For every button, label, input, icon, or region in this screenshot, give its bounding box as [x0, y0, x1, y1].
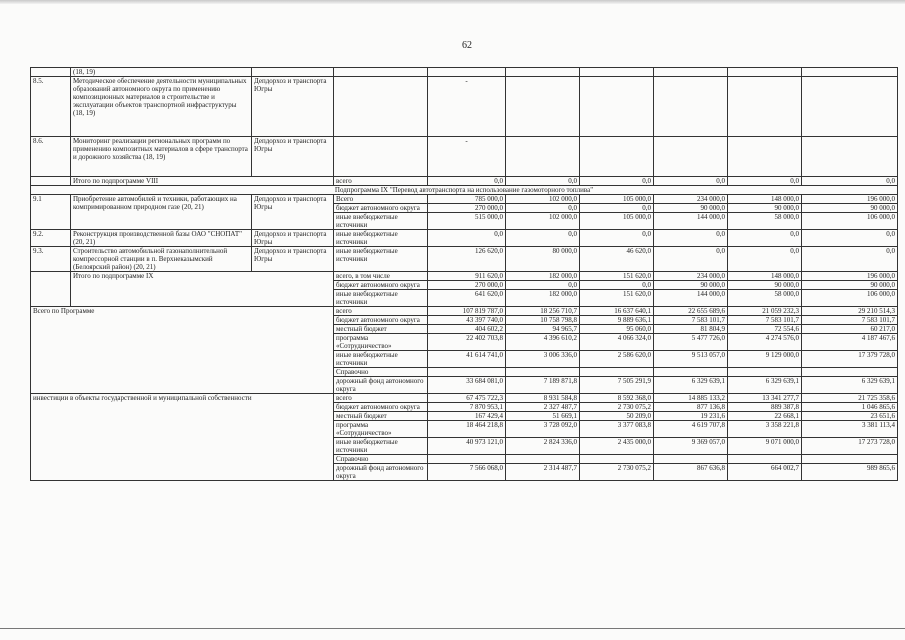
row-number-cell: 9.3.	[31, 247, 71, 272]
value-cell-4	[654, 77, 728, 137]
value-cell-2: 51 669,1	[506, 412, 580, 421]
value-cell-4: 5 477 726,0	[654, 334, 728, 351]
value-cell-3: 105 000,0	[580, 195, 654, 204]
value-cell-1: 18 464 218,8	[428, 421, 506, 438]
table-row	[31, 77, 898, 137]
value-cell-5	[728, 368, 802, 377]
funding-source-cell: бюджет автономного округа	[334, 281, 428, 290]
value-cell-6	[802, 77, 898, 137]
value-cell-6: 0,0	[802, 247, 898, 272]
value-cell-6: 6 329 639,1	[802, 377, 898, 394]
funding-source-cell: Справочно	[334, 368, 428, 377]
funding-source-cell: местный бюджет	[334, 325, 428, 334]
value-cell-5: 9 129 000,0	[728, 351, 802, 368]
funding-source-cell: программа «Сотрудничество»	[334, 334, 428, 351]
total-label-cell: Итого по подпрограмме IX	[71, 272, 334, 307]
value-cell-2: 102 000,0	[506, 213, 580, 230]
value-cell-6: 29 210 514,3	[802, 307, 898, 316]
executor-cell: Депдорхоз и транспорта Югры	[252, 137, 334, 177]
value-cell-1: 107 819 787,0	[428, 307, 506, 316]
value-cell-4: 90 000,0	[654, 281, 728, 290]
value-cell-2: 2 824 336,0	[506, 438, 580, 455]
row-number-cell: 8.5.	[31, 77, 71, 137]
value-cell-4: 7 583 101,7	[654, 316, 728, 325]
value-cell-1: 126 620,0	[428, 247, 506, 272]
funding-source-cell: всего	[334, 307, 428, 316]
program-finance-table	[30, 67, 898, 481]
funding-source-cell: местный бюджет	[334, 412, 428, 421]
value-cell-4	[654, 455, 728, 464]
funding-source-cell	[334, 77, 428, 137]
value-cell-2: 80 000,0	[506, 247, 580, 272]
value-cell-2: 0,0	[506, 177, 580, 186]
value-cell-4: 81 804,9	[654, 325, 728, 334]
value-cell-1: 22 402 703,8	[428, 334, 506, 351]
value-cell-1: 515 000,0	[428, 213, 506, 230]
funding-source-cell	[334, 137, 428, 177]
value-cell-3	[580, 455, 654, 464]
value-cell-3: 0,0	[580, 177, 654, 186]
empty-cell	[252, 68, 334, 77]
value-cell-3: 2 586 620,0	[580, 351, 654, 368]
value-cell-2: 8 931 584,8	[506, 394, 580, 403]
value-cell-1: 270 000,0	[428, 281, 506, 290]
empty-cell	[506, 68, 580, 77]
empty-cell	[654, 68, 728, 77]
activity-name-cell: (18, 19)	[71, 68, 252, 77]
activity-name-cell: Реконструкция производственной базы ОАО "СНОПАТ" (20, 21)	[71, 230, 252, 247]
value-cell-4: 4 619 707,8	[654, 421, 728, 438]
value-cell-6: 196 000,0	[802, 272, 898, 281]
value-cell-5	[728, 77, 802, 137]
value-cell-3: 8 592 368,0	[580, 394, 654, 403]
total-row	[31, 272, 898, 281]
value-cell-5	[728, 137, 802, 177]
row-number-cell	[31, 272, 71, 307]
value-cell-2: 3 006 336,0	[506, 351, 580, 368]
value-cell-4: 9 369 057,0	[654, 438, 728, 455]
value-cell-1	[428, 455, 506, 464]
value-cell-4: 19 231,6	[654, 412, 728, 421]
value-cell-6: 196 000,0	[802, 195, 898, 204]
subprogram-title-cell: Подпрограмма IX "Перевод автотранспорта на использование газомоторного топлива"	[31, 186, 898, 195]
value-cell-5: 664 002,7	[728, 464, 802, 481]
value-cell-2	[506, 455, 580, 464]
total-row	[31, 307, 898, 316]
value-cell-5: 90 000,0	[728, 204, 802, 213]
value-cell-6: 60 217,0	[802, 325, 898, 334]
funding-source-cell: иные внебюджетные источники	[334, 230, 428, 247]
value-cell-4	[654, 137, 728, 177]
value-cell-1: 33 684 081,0	[428, 377, 506, 394]
value-cell-2	[506, 137, 580, 177]
value-cell-3: 0,0	[580, 281, 654, 290]
value-cell-4: 144 000,0	[654, 213, 728, 230]
table-row	[31, 195, 898, 204]
executor-cell: Депдорхоз и транспорта Югры	[252, 195, 334, 230]
value-cell-5: 72 554,6	[728, 325, 802, 334]
value-cell-5: 21 059 232,3	[728, 307, 802, 316]
value-cell-5: 9 071 000,0	[728, 438, 802, 455]
value-cell-4: 6 329 639,1	[654, 377, 728, 394]
row-number-cell	[31, 68, 71, 77]
value-cell-4: 144 000,0	[654, 290, 728, 307]
value-cell-6	[802, 137, 898, 177]
value-cell-5: 0,0	[728, 230, 802, 247]
value-cell-3: 2 435 000,0	[580, 438, 654, 455]
value-cell-2: 7 189 871,8	[506, 377, 580, 394]
value-cell-5: 22 668,1	[728, 412, 802, 421]
value-cell-5: 3 358 221,8	[728, 421, 802, 438]
value-cell-3	[580, 137, 654, 177]
value-cell-6: 90 000,0	[802, 204, 898, 213]
funding-source-cell: Справочно	[334, 455, 428, 464]
value-cell-6: 90 000,0	[802, 281, 898, 290]
value-cell-1: 404 602,2	[428, 325, 506, 334]
row-number-cell: 9.2.	[31, 230, 71, 247]
value-cell-1: 785 000,0	[428, 195, 506, 204]
value-cell-1: 41 614 741,0	[428, 351, 506, 368]
funding-source-cell: иные внебюджетные источники	[334, 290, 428, 307]
value-cell-2: 0,0	[506, 230, 580, 247]
value-cell-5: 889 387,8	[728, 403, 802, 412]
value-cell-6: 0,0	[802, 230, 898, 247]
activity-name-cell: Мониторинг реализации региональных программ по применению композитных материалов в сфере транспорта и дорожного хозяйства (18, 19)	[71, 137, 252, 177]
table-row	[31, 230, 898, 247]
executor-cell: Депдорхоз и транспорта Югры	[252, 77, 334, 137]
table-body	[31, 68, 898, 481]
funding-source-cell: бюджет автономного округа	[334, 204, 428, 213]
value-cell-3: 7 505 291,9	[580, 377, 654, 394]
value-cell-5: 0,0	[728, 247, 802, 272]
empty-cell	[802, 68, 898, 77]
value-cell-2: 4 396 610,2	[506, 334, 580, 351]
value-cell-5: 4 274 576,0	[728, 334, 802, 351]
value-cell-3: 50 209,0	[580, 412, 654, 421]
value-cell-5: 90 000,0	[728, 281, 802, 290]
scan-edge-top	[0, 0, 905, 4]
executor-cell: Депдорхоз и транспорта Югры	[252, 230, 334, 247]
value-cell-3: 9 889 636,1	[580, 316, 654, 325]
value-cell-1: 40 973 121,0	[428, 438, 506, 455]
value-cell-6: 4 187 467,6	[802, 334, 898, 351]
value-cell-3	[580, 77, 654, 137]
value-cell-4	[654, 368, 728, 377]
subtotal-row	[31, 177, 898, 186]
value-cell-6: 106 000,0	[802, 213, 898, 230]
value-cell-1: 641 620,0	[428, 290, 506, 307]
activity-name-cell: Строительство автомобильной газонаполнительной компрессорной станции в п. Верхнеказымский (Белоярский район) (20, 21)	[71, 247, 252, 272]
value-cell-6: 0,0	[802, 177, 898, 186]
value-cell-2	[506, 368, 580, 377]
funding-source-cell: всего	[334, 394, 428, 403]
value-cell-4: 14 885 133,2	[654, 394, 728, 403]
value-cell-3: 105 000,0	[580, 213, 654, 230]
value-cell-6	[802, 455, 898, 464]
funding-source-cell: всего, в том числе	[334, 272, 428, 281]
value-cell-1: 0,0	[428, 177, 506, 186]
value-cell-1: 43 397 740,0	[428, 316, 506, 325]
value-cell-4: 22 655 689,6	[654, 307, 728, 316]
value-cell-2: 2 327 487,7	[506, 403, 580, 412]
value-cell-1: 270 000,0	[428, 204, 506, 213]
value-cell-5: 13 341 277,7	[728, 394, 802, 403]
total-row	[31, 394, 898, 403]
funding-source-cell: дорожный фонд автономного округа	[334, 377, 428, 394]
value-cell-5: 58 000,0	[728, 213, 802, 230]
funding-source-cell: Всего	[334, 195, 428, 204]
value-cell-6: 1 046 865,6	[802, 403, 898, 412]
value-cell-5: 7 583 101,7	[728, 316, 802, 325]
value-cell-2: 18 256 710,7	[506, 307, 580, 316]
value-cell-6	[802, 368, 898, 377]
row-number-cell: 8.6.	[31, 137, 71, 177]
value-cell-2: 182 000,0	[506, 290, 580, 307]
row-number-cell	[31, 177, 71, 186]
value-cell-1: 0,0	[428, 230, 506, 247]
activity-name-cell: Методическое обеспечение деятельности муниципальных образований автономного округа по применению композиционных материалов в строительстве и эксплуатации объектов транспортной инфраструктуры (18, 19)	[71, 77, 252, 137]
funding-source-cell: дорожный фонд автономного округа	[334, 464, 428, 481]
funding-source-cell: иные внебюджетные источники	[334, 351, 428, 368]
scan-edge-bottom	[0, 628, 905, 629]
empty-cell	[728, 68, 802, 77]
value-cell-2	[506, 77, 580, 137]
value-cell-6: 7 583 101,7	[802, 316, 898, 325]
table-row	[31, 68, 898, 77]
value-cell-6: 17 379 728,0	[802, 351, 898, 368]
value-cell-3: 151 620,0	[580, 290, 654, 307]
funding-source-cell: иные внебюджетные источники	[334, 247, 428, 272]
total-label-cell: Всего по Программе	[31, 307, 334, 394]
page-number: 62	[462, 40, 472, 51]
value-cell-5: 6 329 639,1	[728, 377, 802, 394]
value-cell-6: 3 381 113,4	[802, 421, 898, 438]
activity-name-cell: Приобретение автомобилей и техники, работающих на компримированном природном газе (20, 21)	[71, 195, 252, 230]
value-cell-2: 10 758 798,8	[506, 316, 580, 325]
value-cell-6: 23 651,6	[802, 412, 898, 421]
value-cell-5: 0,0	[728, 177, 802, 186]
value-cell-4: 0,0	[654, 177, 728, 186]
value-cell-2: 182 000,0	[506, 272, 580, 281]
value-cell-1: 911 620,0	[428, 272, 506, 281]
value-cell-3	[580, 368, 654, 377]
value-cell-5: 148 000,0	[728, 272, 802, 281]
value-cell-2: 94 965,7	[506, 325, 580, 334]
value-cell-3: 16 637 640,1	[580, 307, 654, 316]
value-cell-3: 2 730 075,2	[580, 464, 654, 481]
empty-cell	[580, 68, 654, 77]
value-cell-2: 102 000,0	[506, 195, 580, 204]
value-cell-1: -	[428, 77, 506, 137]
value-cell-3: 151 620,0	[580, 272, 654, 281]
value-cell-4: 234 000,0	[654, 272, 728, 281]
value-cell-1: 67 475 722,3	[428, 394, 506, 403]
value-cell-2: 2 314 487,7	[506, 464, 580, 481]
value-cell-4: 90 000,0	[654, 204, 728, 213]
value-cell-4: 9 513 057,0	[654, 351, 728, 368]
value-cell-4: 0,0	[654, 230, 728, 247]
table-row	[31, 247, 898, 272]
funding-source-cell: бюджет автономного округа	[334, 403, 428, 412]
value-cell-5: 148 000,0	[728, 195, 802, 204]
value-cell-1	[428, 368, 506, 377]
executor-cell: Депдорхоз и транспорта Югры	[252, 247, 334, 272]
value-cell-1: 167 429,4	[428, 412, 506, 421]
value-cell-5	[728, 455, 802, 464]
funding-source-cell: программа «Сотрудничество»	[334, 421, 428, 438]
value-cell-3: 0,0	[580, 230, 654, 247]
value-cell-1: 7 870 953,1	[428, 403, 506, 412]
value-cell-3: 4 066 324,0	[580, 334, 654, 351]
value-cell-1: 7 566 068,0	[428, 464, 506, 481]
value-cell-1: -	[428, 137, 506, 177]
value-cell-6: 17 273 728,0	[802, 438, 898, 455]
table-row	[31, 137, 898, 177]
empty-cell	[334, 68, 428, 77]
value-cell-5: 58 000,0	[728, 290, 802, 307]
funding-source-cell: всего	[334, 177, 428, 186]
value-cell-3: 95 060,0	[580, 325, 654, 334]
value-cell-3: 46 620,0	[580, 247, 654, 272]
funding-source-cell: бюджет автономного округа	[334, 316, 428, 325]
value-cell-2: 0,0	[506, 281, 580, 290]
subprogram-header-row	[31, 186, 898, 195]
value-cell-4: 234 000,0	[654, 195, 728, 204]
funding-source-cell: иные внебюджетные источники	[334, 213, 428, 230]
value-cell-2: 0,0	[506, 204, 580, 213]
value-cell-4: 0,0	[654, 247, 728, 272]
value-cell-3: 3 377 083,8	[580, 421, 654, 438]
value-cell-4: 867 636,8	[654, 464, 728, 481]
value-cell-6: 989 865,6	[802, 464, 898, 481]
value-cell-2: 3 728 092,0	[506, 421, 580, 438]
empty-cell	[428, 68, 506, 77]
row-number-cell: 9.1	[31, 195, 71, 230]
value-cell-4: 877 136,8	[654, 403, 728, 412]
subtotal-label-cell: Итого по подпрограмме VIII	[71, 177, 334, 186]
value-cell-6: 21 725 358,6	[802, 394, 898, 403]
value-cell-6: 106 000,0	[802, 290, 898, 307]
funding-source-cell: иные внебюджетные источники	[334, 438, 428, 455]
value-cell-3: 2 730 075,2	[580, 403, 654, 412]
value-cell-3: 0,0	[580, 204, 654, 213]
total-label-cell: инвестиции в объекты государственной и муниципальной собственности	[31, 394, 334, 481]
